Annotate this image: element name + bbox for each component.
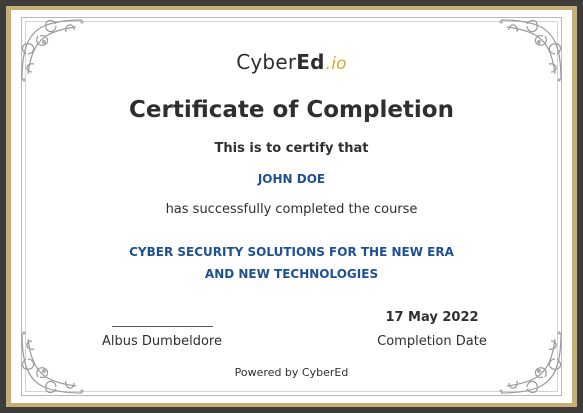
completion-statement: has successfully completed the course bbox=[165, 202, 418, 217]
powered-by-text: Powered by CyberEd bbox=[234, 366, 349, 379]
course-title-line-1: CYBER SECURITY SOLUTIONS FOR THE NEW ERA bbox=[129, 245, 454, 259]
logo-ed-text: Ed bbox=[296, 50, 325, 74]
logo-cyber-text: Cyber bbox=[236, 50, 297, 74]
ornamental-corner-icon bbox=[16, 327, 88, 399]
course-title bbox=[0, 241, 583, 285]
recipient-name: JOHN DOE bbox=[257, 172, 326, 186]
logo-io-text: .io bbox=[325, 54, 347, 74]
cybered-logo bbox=[0, 50, 583, 74]
course-title-line-2: AND NEW TECHNOLOGIES bbox=[204, 267, 379, 281]
certificate-title: Certificate of Completion bbox=[129, 97, 454, 123]
certify-statement: This is to certify that bbox=[214, 141, 369, 156]
signature-line bbox=[112, 326, 213, 327]
completion-date: 17 May 2022 bbox=[385, 310, 479, 325]
completion-date-label: Completion Date bbox=[377, 334, 487, 349]
signer-name: Albus Dumbeldore bbox=[102, 334, 222, 349]
